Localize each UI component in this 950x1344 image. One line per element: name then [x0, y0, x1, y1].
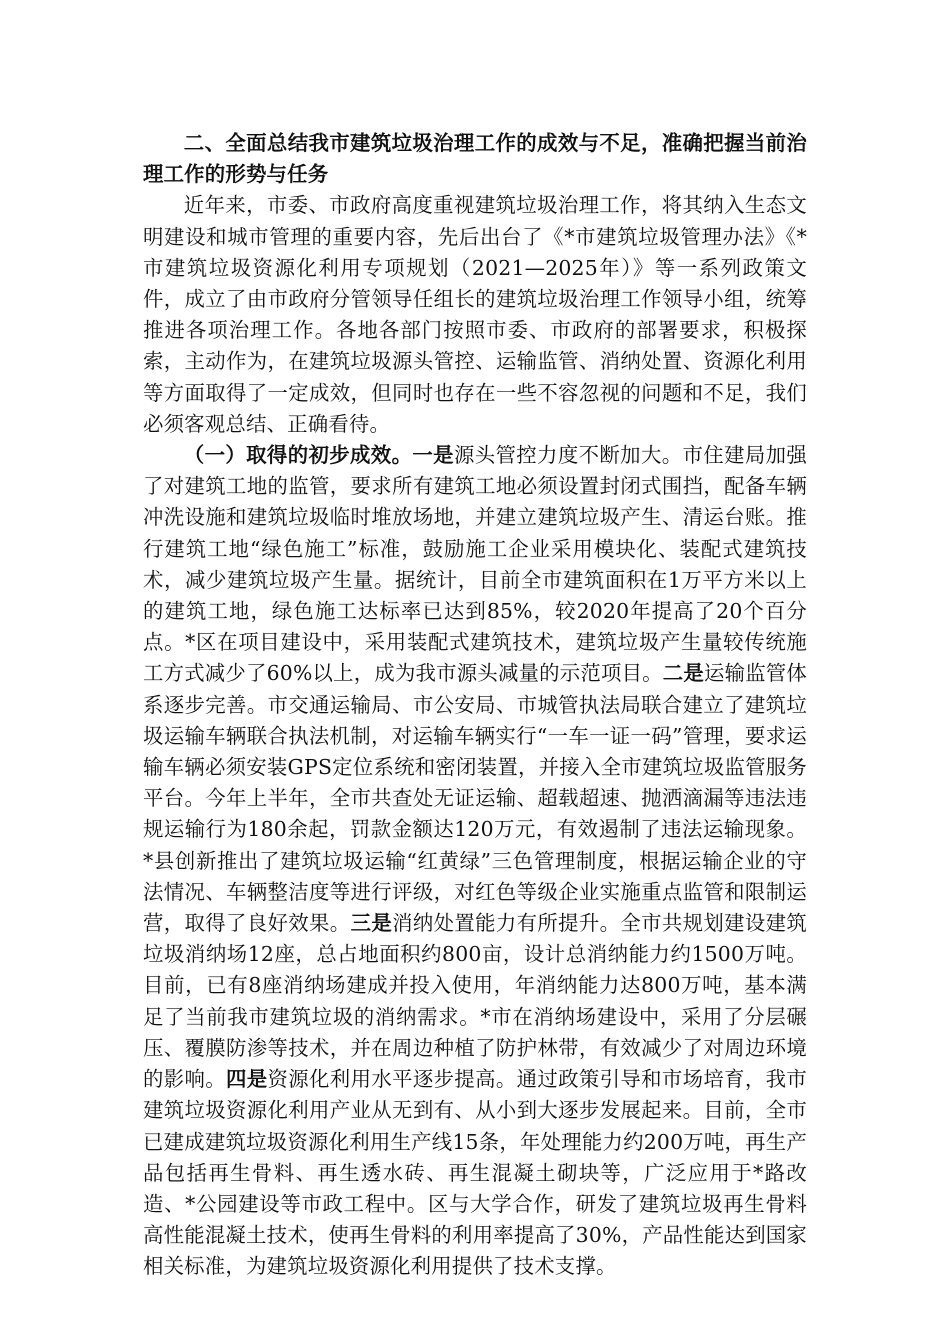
point-two-text: 运输监管体系逐步完善。市交通运输局、市公安局、市城管执法局联合建立了建筑垃圾运输车辆联合执法机制，对运输车辆实行“一车一证一码”管理，要求运输车辆必须安装GPS定位系统和密闭装置，并接入全市建筑垃圾监管服务平台。今年上半年，全市共查处无证运输、超载超速、抛洒滴漏等违法违规运输行为180余起，罚款金额达120万元，有效遏制了违法运输现象。*县创新推出了建筑垃圾运输“红黄绿”三色管理制度，根据运输企业的守法情况、车辆整洁度等进行评级，对红色等级企业实施重点监管和限制运营，取得了良好效果。 — [143, 661, 807, 936]
achievements-paragraph — [143, 440, 807, 1282]
intro-paragraph: 近年来，市委、市政府高度重视建筑垃圾治理工作，将其纳入生态文明建设和城市管理的重要内容，先后出台了《*市建筑垃圾管理办法》《*市建筑垃圾资源化利用专项规划（2021—2025年）》等一系列政策文件，成立了由市政府分管领导任组长的建筑垃圾治理工作领导小组，统筹推进各项治理工作。各地各部门按照市委、市政府的部署要求，积极探索，主动作为，在建筑垃圾源头管控、运输监管、消纳处置、资源化利用等方面取得了一定成效，但同时也存在一些不容忽视的问题和不足，我们必须客观总结、正确看待。 — [143, 193, 807, 436]
point-one-lead: 一是 — [412, 443, 454, 468]
achievements-subheading: （一）取得的初步成效。 — [183, 443, 413, 468]
point-two-lead: 二是 — [662, 661, 704, 686]
point-three-text: 消纳处置能力有所提升。全市共规划建设建筑垃圾消纳场12座，总占地面积约800亩，设计总消纳能力约1500万吨。目前，已有8座消纳场建成并投入使用，年消纳能力达800万吨，基本满足了当前我市建筑垃圾的消纳需求。*市在消纳场建设中，采用了分层碾压、覆膜防渗等技术，并在周边种植了防护林带，有效减少了对周边环境的影响。 — [143, 911, 808, 1092]
point-one-text: 源头管控力度不断加大。市住建局加强了对建筑工地的监管，要求所有建筑工地必须设置封闭式围挡，配备车辆冲洗设施和建筑垃圾临时堆放场地，并建立建筑垃圾产生、清运台账。推行建筑工地“绿色施工”标准，鼓励施工企业采用模块化、装配式建筑技术，减少建筑垃圾产生量。据统计，目前全市建筑面积在1万平方米以上的建筑工地，绿色施工达标率已达到85%，较2020年提高了20个百分点。*区在项目建设中，采用装配式建筑技术，建筑垃圾产生量较传统施工方式减少了60%以上，成为我市源头减量的示范项目。 — [143, 443, 807, 686]
point-four-text: 资源化利用水平逐步提高。通过政策引导和市场培育，我市建筑垃圾资源化利用产业从无到有、从小到大逐步发展起来。目前，全市已建成建筑垃圾资源化利用生产线15条，年处理能力约200万吨，再生产品包括再生骨料、再生透水砖、再生混凝土砌块等，广泛应用于*路改造、*公园建设等市政工程中。区与大学合作，研发了建筑垃圾再生骨料高性能混凝土技术，使再生骨料的利用率提高了30%，产品性能达到国家相关标准，为建筑垃圾资源化利用提供了技术支撑。 — [143, 1067, 807, 1279]
section-heading: 二、全面总结我市建筑垃圾治理工作的成效与不足，准确把握当前治理工作的形势与任务 — [143, 131, 807, 187]
document-page — [143, 128, 807, 1283]
point-three-lead: 三是 — [350, 911, 393, 936]
point-four-lead: 四是 — [226, 1067, 268, 1092]
